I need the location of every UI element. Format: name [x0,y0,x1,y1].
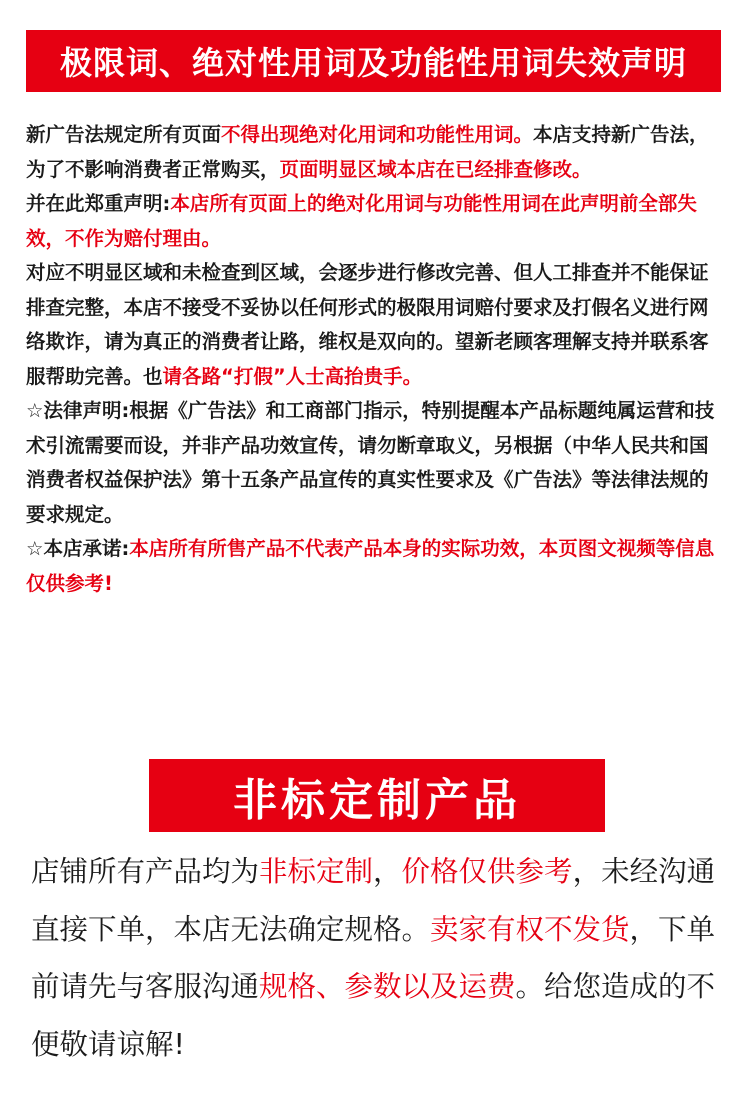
notice-highlight: 不得出现绝对化用词和功能性用词。 [221,123,534,146]
section-title-banner [149,759,605,832]
body-text: ，下单前请先与客服沟通 [31,912,716,1003]
notice-paragraph-5 [26,532,726,601]
body-text: 。给您造成的不便敬请谅解! [31,970,716,1061]
body-text: 店铺所有产品均为 [31,855,260,888]
notice-highlight: 本店所有页面上的绝对化用词与功能性用词在此声明前全部失效，不作为赔付理由。 [26,192,697,250]
custom-product-notice [31,843,725,1073]
notice-text: ☆本店承诺: [26,537,130,560]
body-text: ， [373,855,402,888]
body-highlight: 价格仅供参考 [401,855,573,888]
notice-paragraph-2 [26,187,726,256]
notice-text: 本店支持新广告法，为了不影响消费者正常购买， [26,123,709,181]
notice-highlight: 页面明显区域本店在已经排查修改。 [279,157,592,181]
body-highlight: 非标定制 [259,855,374,888]
notice-paragraph-1 [26,118,726,187]
notice-highlight: 请各路“打假”人士高抬贵手。 [162,364,423,388]
legal-statement: ☆法律声明:根据《广告法》和工商部门指示，特别提醒本产品标题纯属运营和技术引流需要而设，并非产品功效宣传，请勿断章取义，另根据（中华人民共和国消费者权益保护法》第十五条产品宣传的真实性要求及《广告法》等法律法规的要求规定。 [26,399,715,526]
disclaimer-title: 极限词、绝对性用词及功能性用词失效声明 [59,44,687,82]
custom-product-paragraph [31,843,725,1073]
notice-paragraph-3 [26,256,726,394]
body-highlight: 规格、参数以及运费 [259,970,516,1003]
notice-text: 新广告法规定所有页面 [26,123,222,146]
notice-text: 对应不明显区域和未检查到区域，会逐步进行修改完善、但人工排查并不能保证排查完整，本店不接受不妥协以任何形式的极限用词赔付要求及打假名义进行网络欺诈，请为真正的消费者让路，维权是双向的。望新老顾客理解支持并联系客服帮助完善。也 [26,261,709,388]
notice-text: 并在此郑重声明: [26,192,171,215]
notice-highlight: 本店所有所售产品不代表产品本身的实际功效，本页图文视频等信息仅供参考! [26,537,715,595]
section-title: 非标定制产品 [233,774,521,826]
body-text: ，未经沟通直接下单，本店无法确定规格。 [31,855,716,946]
disclaimer-notice [26,118,726,601]
body-highlight: 卖家有权不发货 [430,912,630,946]
disclaimer-title-banner [26,30,721,92]
notice-paragraph-4 [26,394,726,532]
